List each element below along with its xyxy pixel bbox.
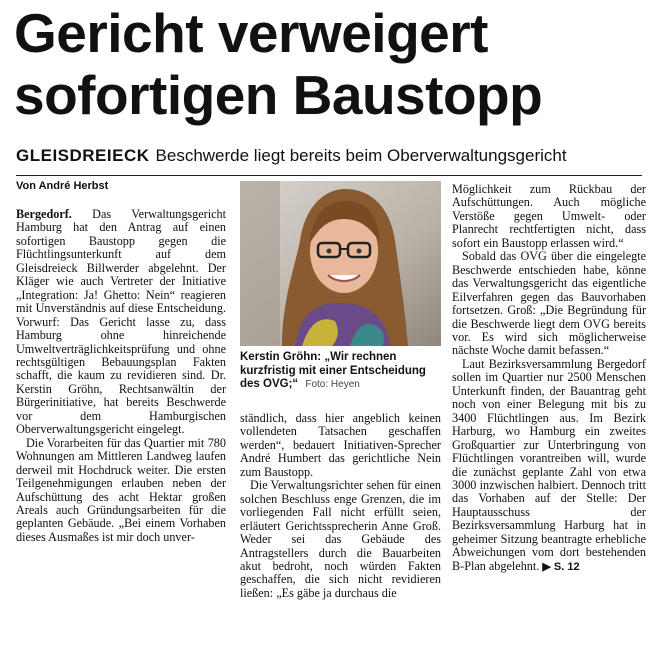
photo-credit: Foto: Heyen xyxy=(305,379,360,390)
photo-caption xyxy=(240,351,441,392)
page-reference: ▶ S. 12 xyxy=(542,560,580,573)
kicker-keyword: GLEISDREIECK xyxy=(16,146,150,165)
text-column-2 xyxy=(240,412,441,600)
paragraph: Möglichkeit zum Rückbau der Aufschüttungen. Auch mögliche Verstöße gegen Umwelt- oder Planrecht rechtfertigten nicht, dass sofort ein Baustopp erlassen wird.“ xyxy=(452,182,646,250)
paragraph-text: Das Verwaltungsgericht Hamburg hat den Antrag auf einen sofortigen Baustopp gegen die Flüchtlingsunterkunft auf dem Gleisdreieck Billwerder abgelehnt. Der Kläger wie auch Vertreter der Initiative „Integration: Ja! Ghetto: Nein“ reagieren mit Unverständnis auf diese Entscheidung. Vorwurf: Das Gericht lasse zu, dass Hamburg ohne hinreichende Umweltverträglichkeitsprüfung und ohne rechtsgültigen Bebauungsplan Fakten schafft, die kaum zu revidieren sind. Dr. Kerstin Gröhn, Rechtsanwältin der Bürgerinitiative, hat bereits Beschwerde vor dem Hamburgischen Oberverwaltungsgericht eingelegt. xyxy=(16,207,226,437)
paragraph: Die Verwaltungsrichter sehen für einen solchen Beschluss enge Grenzen, die im vorliegenden Fall nicht erfüllt seien, erläutert Gerichtssprecherin Anne Groß. Weder sei das Gebäude des Antragstellers durch die Bauarbeiten akut bedroht, noch würden Fakten geschaffen, die sich nicht revidieren ließen: „Es gäbe ja durchaus die xyxy=(240,478,441,600)
paragraph: Die Vorarbeiten für das Quartier mit 780 Wohnungen am Mittleren Landweg laufen derweil mit Hochdruck weiter. Die ersten Teilgenehmigungen erlauben neben der Aufschüttung des acht Hektar großen Areals auch Gründungsarbeiten für die geplanten Gebäude. „Bei einem Vorhaben dieses Ausmaßes ist mir doch unver- xyxy=(16,435,226,544)
portrait-photo xyxy=(240,181,441,346)
text-column-1 xyxy=(16,208,226,544)
headline-line-2: sofortigen Baustopp xyxy=(14,64,543,126)
portrait-image xyxy=(240,181,441,346)
dateline: Bergedorf. xyxy=(16,207,72,221)
paragraph xyxy=(16,208,226,437)
divider xyxy=(16,175,642,176)
paragraph: Sobald das OVG über die eingelegte Beschwerde entschieden habe, könne das Verwaltungsgericht das eigentliche Eilverfahren gegen das Bauvorhaben fortsetzen. Groß: „Die Begründung für die Beschwerde liegt dem OVG bereits vor. Es wird sich möglicherweise nächste Woche damit befassen.“ xyxy=(452,249,646,358)
paragraph xyxy=(452,358,646,574)
headline xyxy=(14,2,654,126)
byline: Von André Herbst xyxy=(16,180,109,192)
text-column-3 xyxy=(452,183,646,574)
caption-name: Kerstin Gröhn: xyxy=(240,351,322,363)
subheadline xyxy=(16,146,656,166)
paragraph: ständlich, dass hier angeblich keinen vollendeten Tatsachen geschaffen werden“, bedauert Initiativen-Sprecher André Humbert das gerichtliche Nein zum Baustopp. xyxy=(240,411,441,479)
caption-quote: „Wir rechnen kurzfristig mit einer Entscheidung des OVG;“ xyxy=(240,351,426,390)
headline-line-1: Gericht verweigert xyxy=(14,2,488,64)
paragraph-text: Laut Bezirksversammlung Bergedorf sollen im Quartier nur 2500 Menschen Unterkunft finden, der Bauantrag geht noch von einer Belegung mit bis zu 3400 Flüchtlingen aus. Im Bezirk Harburg, wo Hamburg ein zweites Großquartier zur Unterbringung von Flüchtlingen vorantreiben will, wurde die zunächst geplante Zahl von etwa 3000 inzwischen halbiert. Dennoch tritt das Vorhaben auf der Stelle: Der Hauptausschuss der Bezirksversammlung Harburg hat in geheimer Sitzung beantragte erhebliche Abweichungen vom dort bestehenden B-Plan abgelehnt. xyxy=(452,356,646,573)
kicker-text: Beschwerde liegt bereits beim Oberverwaltungsgericht xyxy=(155,146,567,165)
